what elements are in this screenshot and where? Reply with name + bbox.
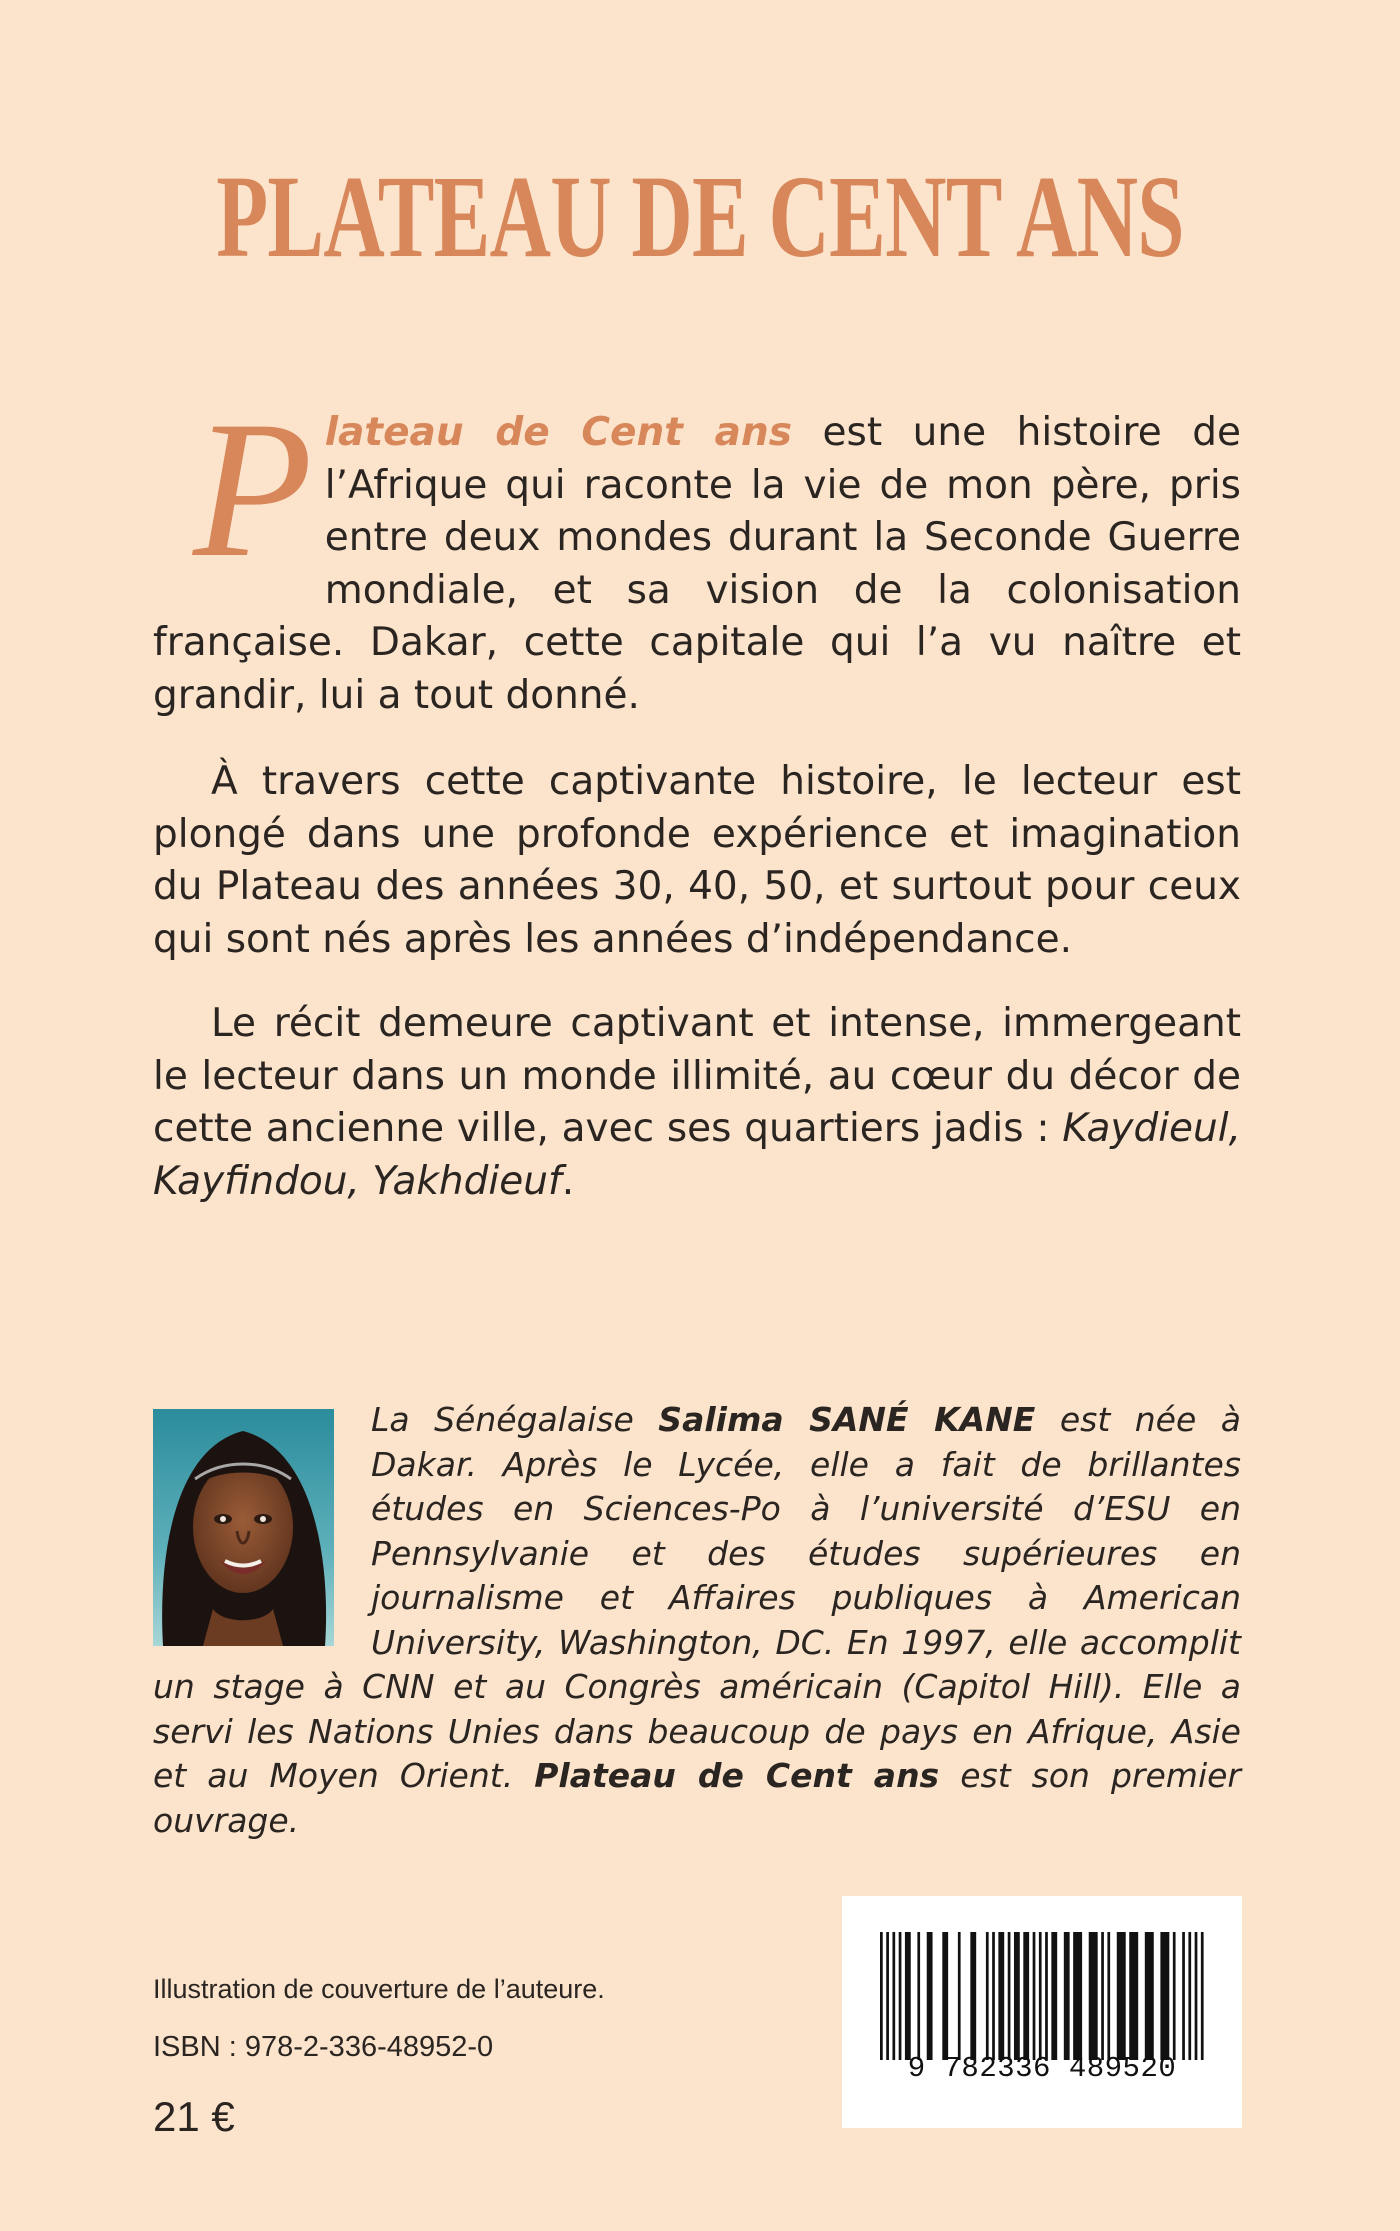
author-name: Salima SANÉ KANE [658, 1400, 1036, 1439]
quarters-names: Kaydieul, Kayfindou, Yakhdieuf [153, 1106, 1241, 1204]
barcode-bar [1145, 1932, 1154, 2060]
barcode-bar [1008, 1932, 1011, 2060]
summary-paragraph-1 [153, 381, 1241, 722]
barcode-bar [880, 1932, 883, 2060]
bio-text: est née à Dakar. Après le Lycée, elle a fait de brillantes études en Sciences-Po à l’université d’ESU en Pennsylvanie et des études supérieures en journalisme et Affaires publiques à American University, Washington, DC. En 1997, elle accomplit un stage à CNN et au Congrès américain (Capitol Hill). Elle a servi les Nations Unies dans beaucoup de pays en Afrique, Asie et au Moyen Orient. [153, 1400, 1242, 1795]
drop-cap: P [193, 381, 313, 598]
barcode-bar [1089, 1932, 1098, 2060]
barcode-bar [899, 1932, 902, 2060]
barcode-bar [998, 1932, 1004, 2060]
summary-paragraph-3 [153, 998, 1241, 1208]
barcode-bar [1051, 1932, 1057, 2060]
barcode-bar [905, 1932, 911, 2060]
book-title: PLATEAU DE CENT ANS [216, 151, 1184, 282]
barcode-bar [1117, 1932, 1126, 2060]
bio-end: est son premier ouvrage. [153, 1756, 1241, 1840]
barcode-digits: 9 782336 489520 [907, 2052, 1177, 2085]
illustration-credit: Illustration de couverture de l’auteure. [153, 1974, 605, 2004]
summary-paragraph-2: À travers cette captivante histoire, le lecteur est plongé dans une profonde expérience et imagination du Plateau des années 30, 40, 50, et surtout pour ceux qui sont nés après les années d’indépendance. [153, 759, 1241, 962]
bio-intro: La Sénégalaise [371, 1400, 659, 1439]
barcode-bar [1023, 1932, 1029, 2060]
barcode-bar [942, 1932, 948, 2060]
barcode [842, 1896, 1242, 2128]
barcode-bar [986, 1932, 989, 2060]
barcode-bar [1107, 1932, 1110, 2060]
title-reference: lateau de Cent ans [324, 410, 792, 455]
barcode-bar [886, 1932, 889, 2060]
barcode-bar [892, 1932, 895, 2060]
barcode-bar [958, 1932, 961, 2060]
barcode-bar [1101, 1932, 1104, 2060]
barcode-bar [1195, 1932, 1198, 2060]
barcode-bar [1129, 1932, 1138, 2060]
barcode-bar [917, 1932, 920, 2060]
barcode-bar [992, 1932, 995, 2060]
barcode-bar [927, 1932, 933, 2060]
barcode-bar [1188, 1932, 1191, 2060]
barcode-bar [1201, 1932, 1204, 2060]
paragraph-3-end: . [561, 1158, 575, 1204]
paragraph-1-text: est une histoire de l’Afrique qui raconte la vie de mon père, pris entre deux mondes durant la Seconde Guerre mondiale, et sa vision de la colonisation française. Dakar, cette capitale qui l’a vu naître et grandir, lui a tout donné. [153, 410, 1241, 718]
author-bio [153, 1398, 1241, 1843]
barcode-bar [970, 1932, 976, 2060]
barcode-bar [1064, 1932, 1070, 2060]
price: 21 € [153, 2093, 235, 2140]
barcode-bar [1182, 1932, 1185, 2060]
barcode-bar [1045, 1932, 1048, 2060]
isbn: ISBN : 978-2-336-48952-0 [153, 2031, 494, 2063]
bio-book-title: Plateau de Cent ans [534, 1756, 940, 1795]
paragraph-3-text: Le récit demeure captivant et intense, immergeant le lecteur dans un monde illimité, au cœur du décor de cette ancienne ville, avec ses quartiers jadis : [153, 1001, 1241, 1151]
barcode-bar [1173, 1932, 1176, 2060]
barcode-bar [1073, 1932, 1082, 2060]
barcode-bars [880, 1932, 1204, 2060]
barcode-bar [1014, 1932, 1020, 2060]
barcode-bar [1033, 1932, 1036, 2060]
barcode-bar [1039, 1932, 1042, 2060]
barcode-bar [1160, 1932, 1169, 2060]
